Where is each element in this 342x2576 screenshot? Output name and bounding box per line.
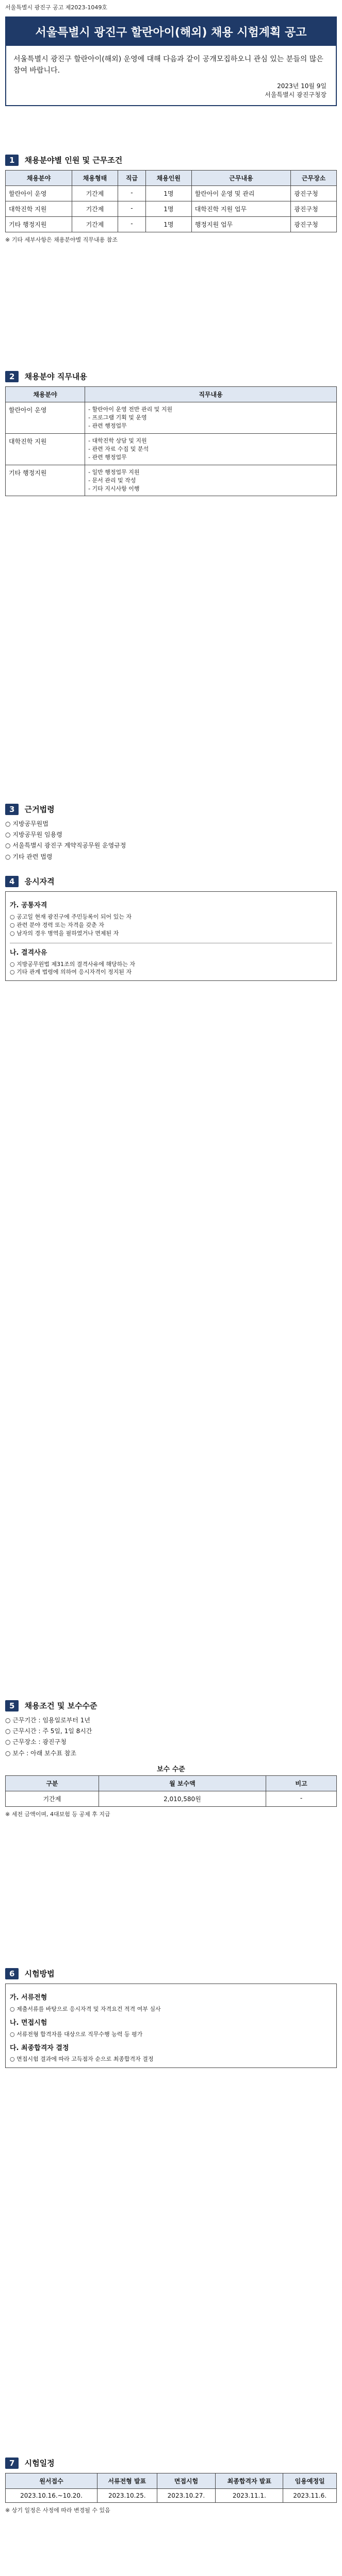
exam-final-title: 다. 최종합격자 결정 xyxy=(10,2044,69,2052)
table-cell: 할란아이 운영 xyxy=(6,402,85,434)
exam-interview-title: 나. 면접시험 xyxy=(10,2019,47,2027)
table-row xyxy=(6,186,337,201)
table-cell: 기간제 xyxy=(6,1791,99,1806)
pay-header-note: 비고 xyxy=(266,1775,337,1791)
duties-header-content: 직무내용 xyxy=(85,387,337,402)
positions-table xyxy=(5,170,337,232)
qual-common-body: ○ 공고일 현재 광진구에 주민등록이 되어 있는 자 ○ 관련 분야 경력 또는 자격을 갖춘 자 ○ 남자의 경우 병역을 필하였거나 면제된 자 xyxy=(10,913,132,937)
table-cell: 기간제 xyxy=(72,201,118,217)
table-row xyxy=(6,465,337,496)
duties-header-field: 채용분야 xyxy=(6,387,85,402)
pay-title: 보수 수준 xyxy=(157,1765,185,1773)
section-4-badge: 4 xyxy=(5,876,19,887)
conditions-list xyxy=(5,1716,337,1758)
table-cell: 기타 행정지원 xyxy=(6,465,85,496)
section-6-heading: 시험방법 xyxy=(24,1969,55,1978)
section-7 xyxy=(5,2458,337,2514)
header-box xyxy=(5,16,337,106)
table-cell: 2,010,580원 xyxy=(99,1791,266,1806)
list-item: ○ 지방공무원 임용령 xyxy=(5,831,62,839)
section-7-title xyxy=(5,2458,337,2469)
laws-list xyxy=(5,819,337,862)
table-cell: - xyxy=(118,217,145,232)
pay-header-month: 월 보수액 xyxy=(99,1775,266,1791)
table-cell: 대학진학 지원 xyxy=(6,433,85,465)
list-item: ○ 근무시간 : 주 5일, 1일 8시간 xyxy=(5,1727,92,1735)
positions-header-type: 채용형태 xyxy=(72,171,118,186)
qual-disq-title: 나. 결격사유 xyxy=(10,948,47,957)
table-cell: 대학진학 지원 업무 xyxy=(191,201,291,217)
table-cell: 기간제 xyxy=(72,186,118,201)
section-5-title xyxy=(5,1700,337,1711)
table-cell: 2023.11.1. xyxy=(216,2489,283,2503)
table-row xyxy=(6,1791,337,1806)
table-cell: 1명 xyxy=(145,186,191,201)
exam-doc-body: ○ 제출서류를 바탕으로 응시자격 및 자격요건 적격 여부 심사 xyxy=(10,2005,161,2012)
table-cell: 광진구청 xyxy=(291,201,337,217)
pay-header-grade: 구분 xyxy=(6,1775,99,1791)
pay-note: ※ 세전 금액이며, 4대보험 등 공제 후 지급 xyxy=(5,1810,110,1818)
pay-box xyxy=(5,1764,337,1818)
table-cell: 기간제 xyxy=(72,217,118,232)
section-7-badge: 7 xyxy=(5,2458,19,2469)
table-cell: 2023.10.27. xyxy=(157,2489,216,2503)
section-6 xyxy=(5,1968,337,2068)
table-cell: 광진구청 xyxy=(291,186,337,201)
duties-table xyxy=(5,386,337,496)
table-cell: 2023.11.6. xyxy=(283,2489,337,2503)
section-6-badge: 6 xyxy=(5,1968,19,1979)
table-cell: 2023.10.16.~10.20. xyxy=(6,2489,97,2503)
qual-common-title: 가. 공통자격 xyxy=(10,902,47,909)
intro-text: 서울특별시 광진구 할란아이(해외) 운영에 대해 다음과 같이 공개모집하오니 관심 있는 분들의 많은 참여 바랍니다. xyxy=(13,55,323,75)
section-2-badge: 2 xyxy=(5,371,19,382)
table-cell: 2023.10.25. xyxy=(97,2489,157,2503)
section-2 xyxy=(5,371,337,496)
table-cell: 대학진학 지원 xyxy=(6,201,72,217)
positions-header-count: 채용인원 xyxy=(145,171,191,186)
section-6-title xyxy=(5,1968,337,1979)
exam-final-body: ○ 면접시험 결과에 따라 고득점자 순으로 최종합격자 결정 xyxy=(10,2056,154,2063)
section-4-title xyxy=(5,876,337,887)
table-row xyxy=(6,201,337,217)
table-cell: 할란아이 운영 및 관리 xyxy=(191,186,291,201)
table-row xyxy=(6,2489,337,2503)
schedule-header-2: 면접시험 xyxy=(157,2473,216,2489)
section-2-title xyxy=(5,371,337,382)
exam-method-box xyxy=(5,1984,337,2068)
table-row xyxy=(6,402,337,434)
organization: 서울특별시 광진구청장 xyxy=(265,91,327,99)
qualifications-box xyxy=(5,891,337,981)
table-cell: 기타 행정지원 xyxy=(6,217,72,232)
section-1-heading: 채용분야별 인원 및 근무조건 xyxy=(24,156,123,165)
section-7-heading: 시험일정 xyxy=(24,2459,55,2468)
schedule-header-4: 임용예정일 xyxy=(283,2473,337,2489)
section-1-badge: 1 xyxy=(5,155,19,166)
date: 2023년 10월 9일 xyxy=(277,82,327,90)
section-3-badge: 3 xyxy=(5,804,19,815)
schedule-header-1: 서류전형 발표 xyxy=(97,2473,157,2489)
section-3 xyxy=(5,804,337,863)
section-5-badge: 5 xyxy=(5,1700,19,1711)
section-4-heading: 응시자격 xyxy=(24,877,55,886)
table-cell: 광진구청 xyxy=(291,217,337,232)
section-4 xyxy=(5,876,337,981)
positions-header-work: 근무내용 xyxy=(191,171,291,186)
list-item: ○ 서울특별시 광진구 계약직공무원 운영규정 xyxy=(5,842,126,850)
section-3-heading: 근거법령 xyxy=(24,805,55,814)
table-cell: - 일반 행정업무 지원 - 문서 관리 및 작성 - 기타 지시사항 이행 xyxy=(85,465,337,496)
list-item: ○ 근무장소 : 광진구청 xyxy=(5,1738,67,1746)
list-item: ○ 근무기간 : 임용일로부터 1년 xyxy=(5,1717,90,1724)
schedule-note: ※ 상기 일정은 사정에 따라 변경될 수 있음 xyxy=(5,2507,110,2514)
positions-header-field: 채용분야 xyxy=(6,171,72,186)
table-cell: - xyxy=(266,1791,337,1806)
exam-interview-body: ○ 서류전형 합격자를 대상으로 직무수행 능력 등 평가 xyxy=(10,2030,143,2038)
schedule-header-0: 원서접수 xyxy=(6,2473,97,2489)
table-row xyxy=(6,433,337,465)
exam-doc-title: 가. 서류전형 xyxy=(10,1994,47,2002)
doc-code: 서울특별시 광진구 공고 제2023-1049호 xyxy=(5,4,107,11)
section-1-title xyxy=(5,155,337,166)
section-2-heading: 채용분야 직무내용 xyxy=(24,372,87,381)
table-cell: 할란아이 운영 xyxy=(6,186,72,201)
pay-table xyxy=(5,1775,337,1807)
table-cell: - 대학진학 상담 및 지원 - 관련 자료 수집 및 분석 - 관련 행정업무 xyxy=(85,433,337,465)
section-5 xyxy=(5,1700,337,1818)
table-cell: 1명 xyxy=(145,217,191,232)
section-1 xyxy=(5,155,337,244)
section-5-heading: 채용조건 및 보수수준 xyxy=(24,1701,97,1710)
positions-header-grade: 직급 xyxy=(118,171,145,186)
list-item: ○ 기타 관련 법령 xyxy=(5,853,53,860)
section-3-title xyxy=(5,804,337,815)
table-row xyxy=(6,217,337,232)
positions-note: ※ 기타 세부사항은 채용분야별 직무내용 참조 xyxy=(5,236,118,243)
table-cell: 1명 xyxy=(145,201,191,217)
qual-disq-body: ○ 지방공무원법 제31조의 결격사유에 해당하는 자 ○ 기타 관계 법령에 의하여 응시자격이 정지된 자 xyxy=(10,960,135,976)
schedule-header-3: 최종합격자 발표 xyxy=(216,2473,283,2489)
table-cell: 행정지원 업무 xyxy=(191,217,291,232)
table-cell: - xyxy=(118,201,145,217)
page-title: 서울특별시 광진구 할란아이(해외) 채용 시험계획 공고 xyxy=(6,18,336,46)
list-item: ○ 지방공무원법 xyxy=(5,820,48,827)
table-cell: - xyxy=(118,186,145,201)
positions-header-place: 근무장소 xyxy=(291,171,337,186)
schedule-table xyxy=(5,2473,337,2503)
list-item: ○ 보수 : 아래 보수표 참조 xyxy=(5,1749,76,1757)
table-cell: - 할란아이 운영 전반 관리 및 지원 - 프로그램 기획 및 운영 - 관련 행정업무 xyxy=(85,402,337,434)
